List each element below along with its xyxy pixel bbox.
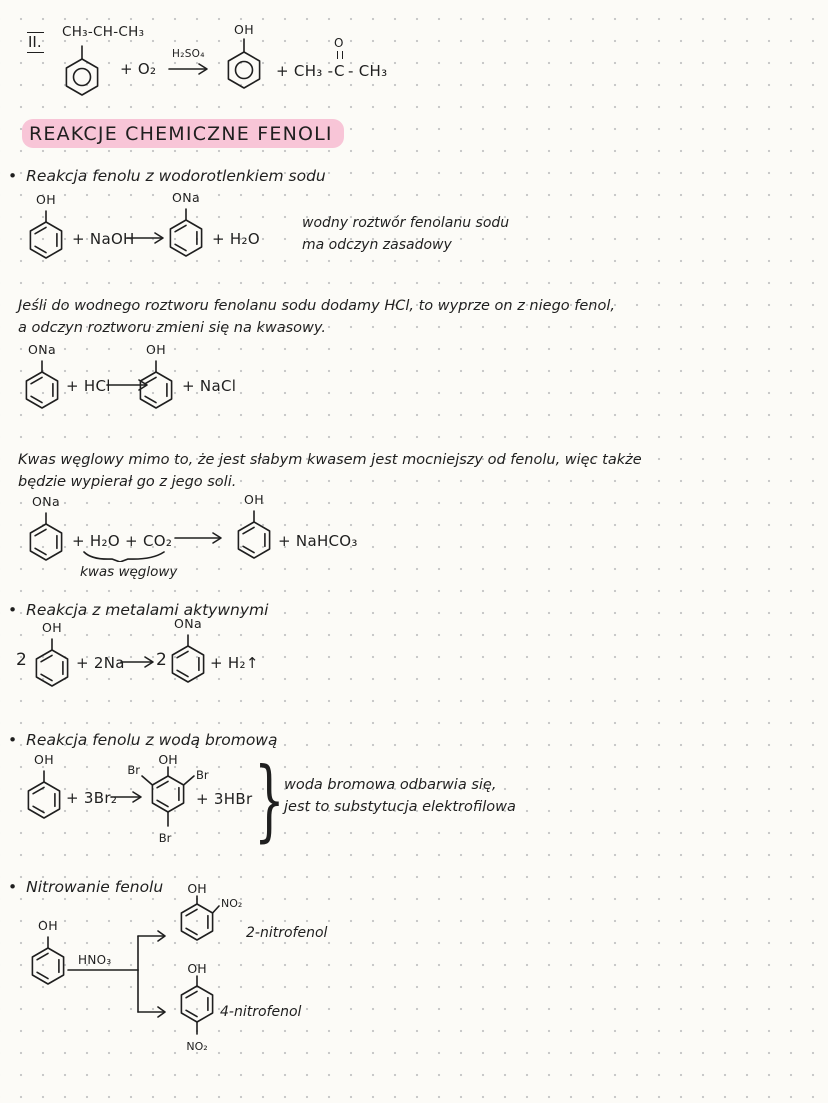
cumene-substituent-label: CH₃-CH-CH₃ <box>62 24 145 40</box>
hydroxyl-label: OH <box>37 918 59 933</box>
section-title-text: Reakcja fenolu z wodorotlenkiem sodu <box>26 167 326 185</box>
hydroxyl-label: OH <box>145 342 167 357</box>
no2-label: NO₂ <box>186 1040 208 1053</box>
benzene-ring <box>22 207 70 267</box>
hydroxyl-label: OH <box>33 752 55 767</box>
bullet-marker: • <box>8 167 18 185</box>
note-line: ma odczyn zasadowy <box>302 237 452 253</box>
benzene-ring <box>164 631 212 691</box>
acetone-carbon-label: C <box>334 62 345 80</box>
section-title-naoh <box>8 167 326 185</box>
plus-h2o-label: + H₂O <box>212 230 260 248</box>
plus-3br2-label: + 3Br₂ <box>66 789 118 807</box>
margin-note <box>302 212 509 256</box>
phenol-structure <box>28 620 76 699</box>
section-title-nitration <box>8 878 163 896</box>
hydroxyl-label: OH <box>187 881 207 896</box>
benzene-ring <box>162 205 210 265</box>
section-title-text: Reakcja z metalami aktywnymi <box>26 601 269 619</box>
benzene-ring <box>220 37 268 97</box>
section-title-text: Nitrowanie fenolu <box>26 878 164 896</box>
sodium-phenolate-structure <box>164 616 212 695</box>
phenol-structure <box>132 342 180 421</box>
sodium-phenolate-structure <box>162 190 210 269</box>
benzene-ring <box>132 357 180 417</box>
section-title-metals <box>8 601 268 619</box>
benzene-ring <box>28 635 76 695</box>
bullet-marker: • <box>8 878 18 896</box>
plus-3hbr-label: + 3HBr <box>196 790 253 808</box>
acetone-oxygen-label: O <box>334 36 344 50</box>
sodium-phenolate-structure <box>22 494 70 573</box>
section-title-text: Reakcja fenolu z wodą bromową <box>26 731 278 749</box>
hydroxyl-label: OH <box>158 752 178 767</box>
paragraph-hcl <box>18 295 615 339</box>
plus-hcl-label: + HCl <box>66 377 111 395</box>
plus-o2-label: + O₂ <box>120 60 157 78</box>
plus-nacl-label: + NaCl <box>182 377 237 395</box>
phenol-structure <box>220 22 268 101</box>
phenol-structure <box>22 192 70 271</box>
acetone-tail-label: - CH₃ <box>348 62 388 80</box>
stoichiometric-coefficient: 2 <box>156 650 167 670</box>
underbrace-label: kwas węglowy <box>80 564 178 580</box>
hydroxyl-label: OH <box>35 192 57 207</box>
benzene-ring <box>22 509 70 569</box>
br-ortho-left-label: Br <box>127 763 140 777</box>
page-title: REAKCJE CHEMICZNE FENOLI <box>22 119 344 148</box>
section-number: II. <box>28 33 42 51</box>
plus-h2o-co2-label: + H₂O + CO₂ <box>72 532 173 550</box>
reaction-arrow <box>174 531 228 545</box>
catalyst-h2so4-label: H₂SO₄ <box>172 48 205 60</box>
bullet-marker: • <box>8 601 18 619</box>
no2-label: NO₂ <box>221 897 243 910</box>
benzene-ring <box>20 767 68 827</box>
ona-label: ONa <box>31 494 61 509</box>
acetone-head-label: + CH₃ - <box>276 62 334 80</box>
cumene-benzene-ring <box>58 44 106 104</box>
reaction-arrow <box>120 655 160 669</box>
paragraph-line: Kwas węglowy mimo to, że jest słabym kwasem jest mocniejszy od fenolu, więc także <box>18 452 642 468</box>
br-para-label: Br <box>158 831 172 845</box>
note-line: wodny roztwór fenolanu sodu <box>302 215 510 231</box>
bullet-marker: • <box>8 731 18 749</box>
note-line: woda bromowa odbarwia się, <box>284 777 497 793</box>
hydroxyl-label: OH <box>41 620 63 635</box>
paragraph-carbonic <box>18 449 642 493</box>
branching-arrows <box>64 928 176 1020</box>
reaction-arrow <box>168 62 214 76</box>
paragraph-line: będzie wypierał go z jego soli. <box>18 474 237 490</box>
catalyst-hno3-label: HNO₃ <box>78 953 112 967</box>
ona-label: ONa <box>171 190 201 205</box>
product-name: 4-nitrofenol <box>220 1004 302 1020</box>
plus-naoh-label: + NaOH <box>72 230 135 248</box>
phenol-structure <box>20 752 68 831</box>
section-title-bromine <box>8 731 278 749</box>
br-ortho-right-label: Br <box>196 768 209 782</box>
hydroxyl-label: OH <box>187 961 207 976</box>
benzene-ring <box>18 357 66 417</box>
sodium-phenolate-structure <box>18 342 66 421</box>
plus-nahco3-label: + NaHCO₃ <box>278 532 358 550</box>
double-bond <box>337 51 343 59</box>
hydroxyl-label: OH <box>233 22 255 37</box>
benzene-ring <box>230 507 278 567</box>
curly-brace: } <box>254 748 285 851</box>
plus-h2-label: + H₂↑ <box>210 654 259 672</box>
paragraph-line: a odczyn roztworu zmieni się na kwasowy. <box>18 320 326 336</box>
plus-2na-label: + 2Na <box>76 654 125 672</box>
stoichiometric-coefficient: 2 <box>16 650 27 670</box>
product-name: 2-nitrofenol <box>246 925 328 941</box>
hydroxyl-label: OH <box>243 492 265 507</box>
paragraph-line: Jeśli do wodnego roztworu fenolanu sodu dodamy HCl, to wyprze on z niego fenol, <box>18 298 615 314</box>
phenol-structure <box>230 492 278 571</box>
ona-label: ONa <box>173 616 203 631</box>
ona-label: ONa <box>27 342 57 357</box>
margin-note <box>284 774 516 818</box>
note-line: jest to substytucja elektrofilowa <box>284 799 516 815</box>
